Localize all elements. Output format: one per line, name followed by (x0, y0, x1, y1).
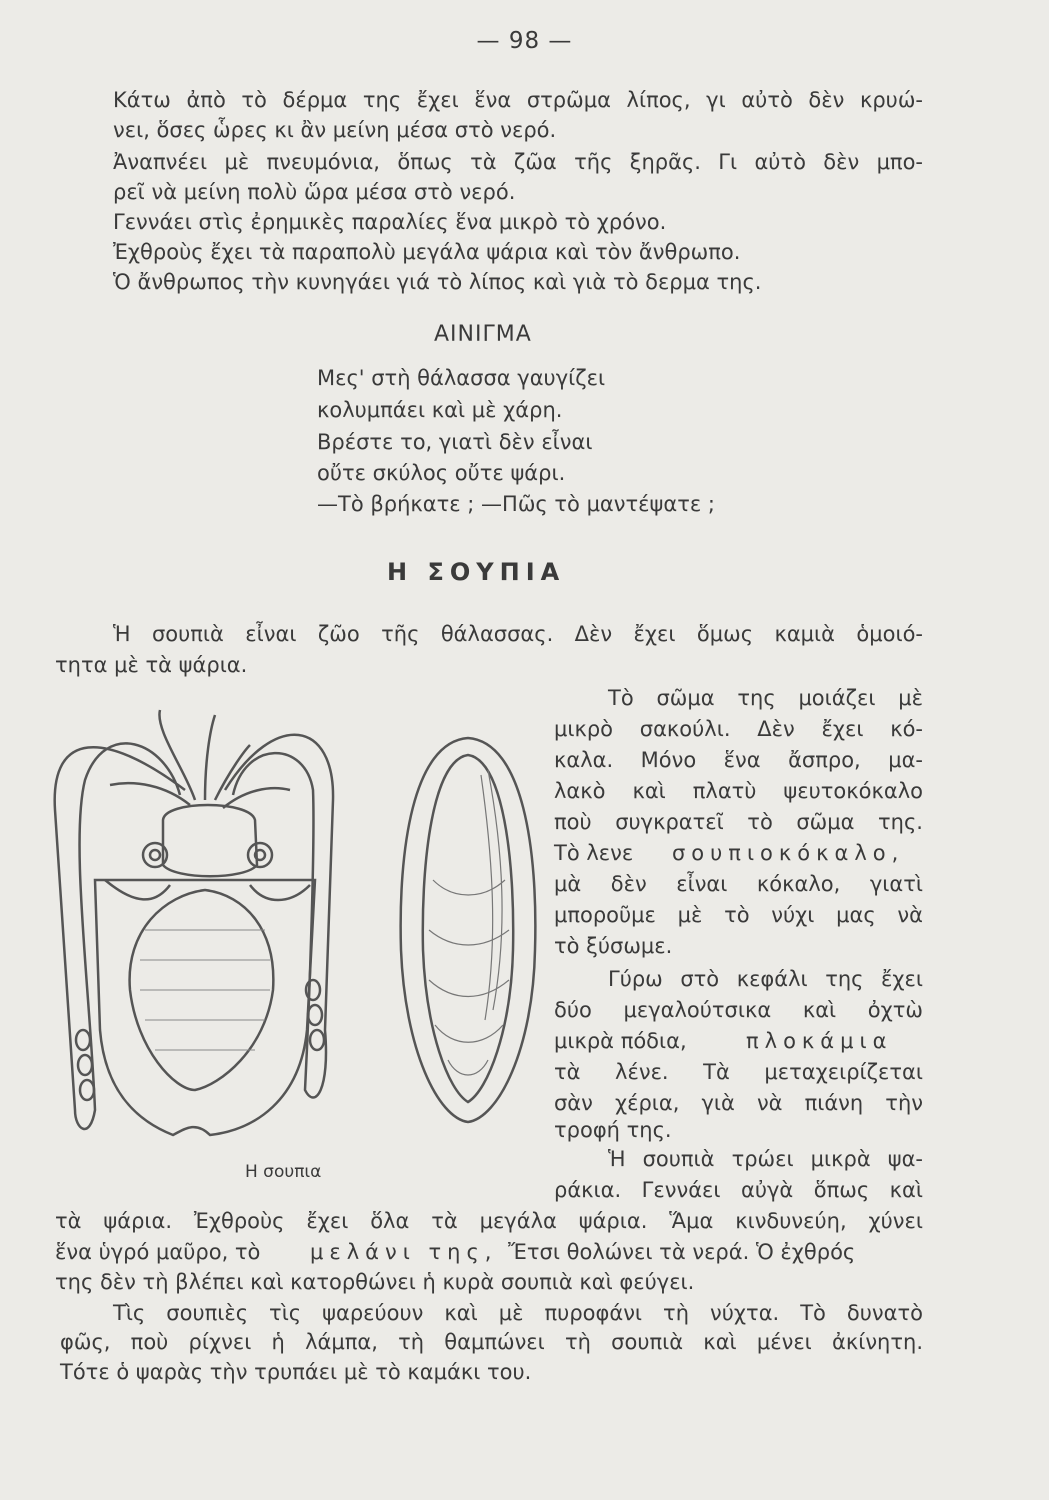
bottom-line-5: φῶς, ποὺ ρίχνει ἡ λάμπα, τὴ θαμπώνει τὴ σουπιὰ καὶ μένει ἀκίνητη. (60, 1330, 923, 1354)
bottom-line-3: της δὲν τὴ βλέπει καὶ κατορθώνει ἡ κυρὰ σουπιὰ καὶ φεύγει. (55, 1270, 695, 1294)
right-line-17: ράκια. Γεννάει αὐγὰ ὅπως καὶ (554, 1178, 923, 1202)
bottom-line-2b: μελάνι της, (310, 1240, 498, 1264)
right-line-14: σὰν χέρια, γιὰ νὰ πιάνη τὴν (554, 1091, 923, 1115)
para1-line-1: Ἡ σουπιὰ εἶναι ζῶο τῆς θάλασσας. Δὲν ἔχει ὅμως καμιὰ ὁμοιό- (113, 622, 923, 646)
right-line-3: καλα. Μόνο ἕνα ἄσπρο, μα- (554, 748, 923, 772)
intro-line-1: Κάτω ἀπὸ τὸ δέρμα της ἔχει ἕνα στρῶμα λίπος, γι αὐτὸ δὲν κρυώ- (113, 88, 923, 112)
bottom-line-6: Τότε ὁ ψαρὰς τὴν τρυπάει μὲ τὸ καμάκι του. (60, 1360, 532, 1384)
cuttlefish-illustration (45, 690, 345, 1160)
bottom-line-2c: Ἔτσι θολώνει τὰ νερά. Ὁ ἐχθρός (508, 1240, 856, 1264)
bottom-line-4: Τὶς σουπιὲς τὶς ψαρεύουν καὶ μὲ πυροφάνι τὴ νύχτα. Τὸ δυνατὸ (113, 1301, 923, 1325)
right-line-11: δύο μεγαλούτσικα καὶ ὀχτὼ (554, 998, 923, 1022)
intro-line-3: Ἀναπνέει μὲ πνευμόνια, ὅπως τὰ ζῶα τῆς ξηρᾶς. Γι αὐτὸ δὲν μπο- (113, 150, 923, 174)
right-line-10: Γύρω στὸ κεφάλι της ἔχει (608, 967, 923, 991)
intro-line-4: ρεῖ νὰ μείνη πολὺ ὥρα μέσα στὸ νερό. (113, 180, 516, 204)
riddle-line-4: οὔτε σκύλος οὔτε ψάρι. (317, 461, 566, 485)
right-line-5: ποὺ συγκρατεῖ τὸ σῶμα της. (554, 810, 923, 834)
para1-line-2: τητα μὲ τὰ ψάρια. (55, 653, 248, 677)
riddle-line-1: Μες' στὴ θάλασσα γαυγίζει (317, 366, 606, 390)
right-line-13: τὰ λένε. Τὰ μεταχειρίζεται (554, 1060, 923, 1084)
riddle-line-5: —Τὸ βρήκατε ; —Πῶς τὸ μαντέψατε ; (317, 492, 715, 516)
intro-line-7: Ὁ ἄνθρωπος τὴν κυνηγάει γιά τὸ λίπος καὶ γιὰ τὸ δερμα της. (113, 270, 762, 294)
right-line-16: Ἡ σουπιὰ τρώει μικρὰ ψα- (608, 1147, 923, 1171)
right-line-7: μὰ δὲν εἶναι κόκαλο, γιατὶ (554, 872, 923, 896)
section-heading: Η ΣΟΥΠΙΑ (387, 558, 566, 586)
right-line-9: τὸ ξύσωμε. (554, 934, 673, 958)
right-line-2: μικρὸ σακούλι. Δὲν ἔχει κό- (554, 717, 923, 741)
intro-line-6: Ἐχθροὺς ἔχει τὰ παραπολὺ μεγάλα ψάρια καὶ τὸν ἄνθρωπο. (113, 240, 741, 264)
riddle-title: ΑΙΝΙΓΜΑ (434, 322, 532, 347)
riddle-line-3: Βρέστε το, γιατὶ δὲν εἶναι (317, 430, 593, 454)
right-line-12a: μικρὰ πόδια, (554, 1029, 687, 1053)
cuttlebone-illustration (393, 730, 543, 1130)
bottom-line-1: τὰ ψάρια. Ἐχθροὺς ἔχει ὅλα τὰ μεγάλα ψάρια. Ἅμα κινδυνεύη, χύνει (55, 1209, 923, 1233)
right-line-8: μποροῦμε μὲ τὸ νύχι μας νὰ (554, 903, 923, 927)
intro-line-2: νει, ὅσες ὧρες κι ἂν μείνη μέσα στὸ νερό. (113, 118, 557, 142)
right-line-1: Τὸ σῶμα της μοιάζει μὲ (608, 686, 923, 710)
right-line-15: τροφή της. (554, 1118, 672, 1142)
right-line-6b: σουπιοκόκαλο, (672, 841, 905, 865)
figure-caption: Η σουπια (245, 1162, 322, 1182)
riddle-line-2: κολυμπάει καὶ μὲ χάρη. (317, 398, 563, 422)
intro-line-5: Γεννάει στὶς ἐρημικὲς παραλίες ἕνα μικρὸ τὸ χρόνο. (113, 210, 667, 234)
bottom-line-2a: ἕνα ὑγρό μαῦρο, τὸ (55, 1240, 261, 1264)
page-number: — 98 — (476, 28, 573, 54)
right-line-12b: πλοκάμια (746, 1029, 893, 1053)
right-line-6a: Τὸ λενε (554, 841, 634, 865)
right-line-4: λακὸ καὶ πλατὺ ψευτοκόκαλο (554, 779, 923, 803)
